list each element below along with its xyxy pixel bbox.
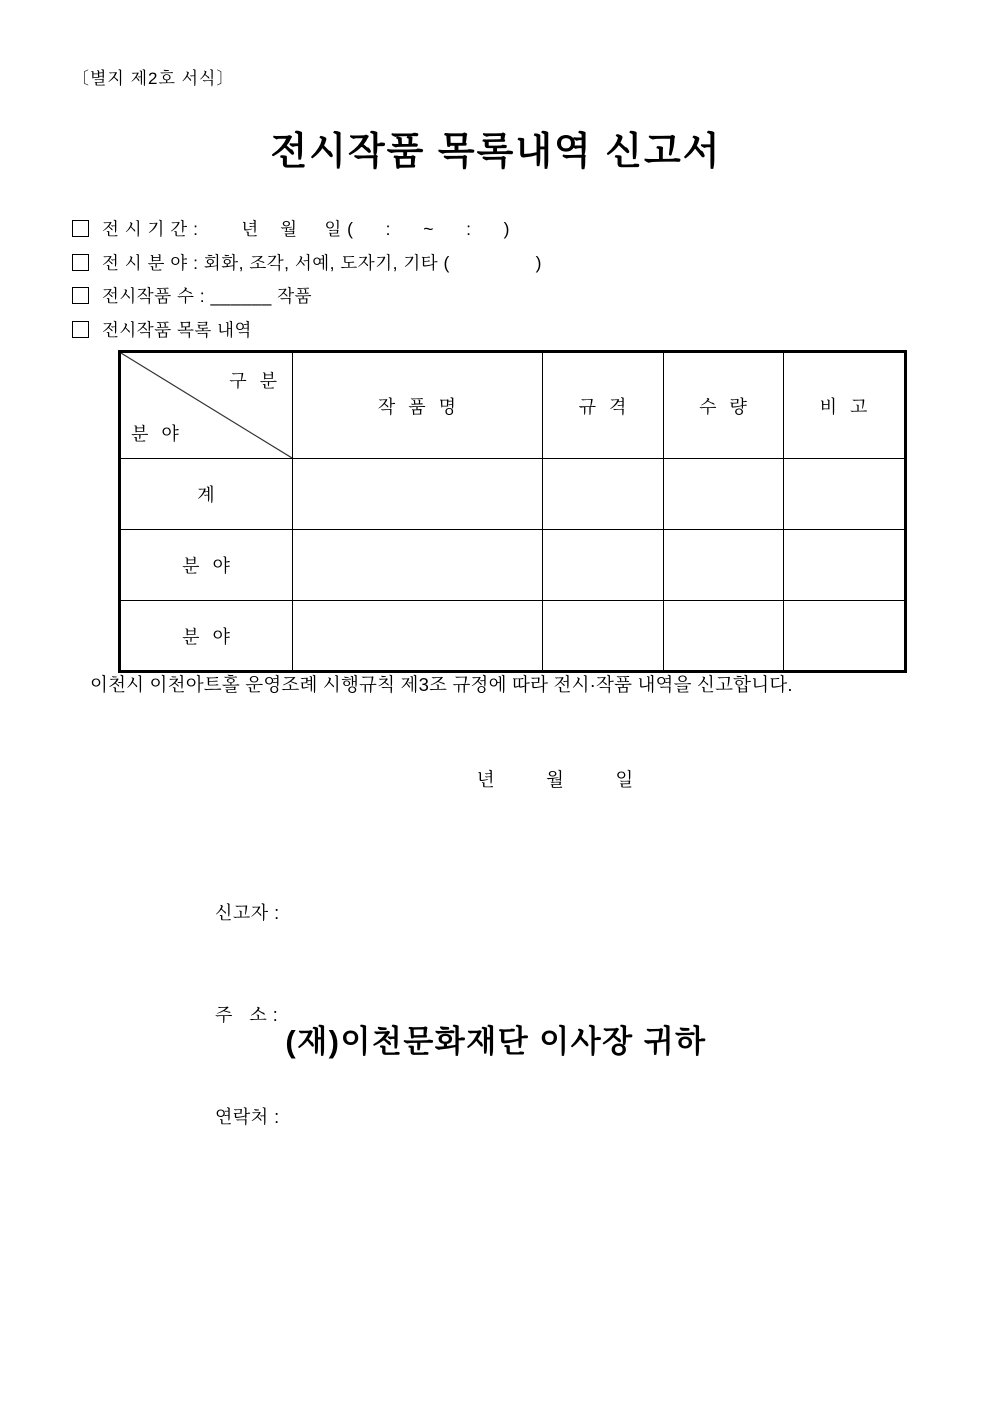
table-row [120,530,906,601]
reporter-name-field: 신고자 : [215,903,280,923]
artwork-table-wrap [118,350,907,673]
table-header-row [120,352,906,459]
reporter-block [215,828,280,1202]
page-title: 전시작품 목록내역 신고서 [270,131,722,173]
empty-checkbox-icon[interactable] [72,254,89,271]
table-header-spec: 규 격 [543,352,664,459]
reporter-contact-field: 연락처 : [215,1107,280,1127]
table-row-label: 계 [120,459,293,530]
table-row-label: 분 야 [120,601,293,672]
table-cell-empty [543,601,664,672]
checklist [72,212,542,346]
artwork-table [118,350,907,673]
check-item-exhibit-period [72,212,542,246]
empty-checkbox-icon[interactable] [72,287,89,304]
check-item-label: 전시작품 수 : ______ 작품 [102,286,313,307]
corner-field-label: 분 야 [131,424,180,444]
table-header-quantity: 수 량 [664,352,784,459]
table-cell-empty [784,601,906,672]
table-cell-empty [293,459,543,530]
table-cell-empty [784,530,906,601]
empty-checkbox-icon[interactable] [72,220,89,237]
check-item-artwork-count [72,279,542,313]
corner-division-label: 구 분 [229,371,278,391]
table-cell-empty [664,601,784,672]
table-corner-cell [120,352,293,459]
table-header-artwork-name: 작 품 명 [293,352,543,459]
statement-text: 이천시 이천아트홀 운영조례 시행규칙 제3조 규정에 따라 전시·작품 내역을 신고합니다. [90,674,793,695]
check-item-label: 전 시 기 간 : 년 월 일 ( : ~ : ) [102,219,510,240]
reporter-address-field: 주 소 : [215,1005,279,1025]
table-row-label: 분 야 [120,530,293,601]
table-row [120,459,906,530]
recipient-line: (재)이천문화재단 이사장 귀하 [285,1024,707,1059]
check-item-label: 전시작품 목록 내역 [102,319,252,340]
check-item-exhibit-field [72,246,542,280]
date-line: 년 월 일 [476,769,634,790]
table-cell-empty [293,601,543,672]
check-item-label: 전 시 분 야 : 회화, 조각, 서예, 도자기, 기타 ( ) [102,252,542,273]
check-item-artwork-list [72,313,542,347]
table-cell-empty [664,530,784,601]
empty-checkbox-icon[interactable] [72,321,89,338]
table-cell-empty [784,459,906,530]
table-header-note: 비 고 [784,352,906,459]
table-cell-empty [543,530,664,601]
table-cell-empty [543,459,664,530]
table-cell-empty [664,459,784,530]
table-row [120,601,906,672]
table-cell-empty [293,530,543,601]
form-note: 〔별지 제2호 서식〕 [72,69,235,88]
